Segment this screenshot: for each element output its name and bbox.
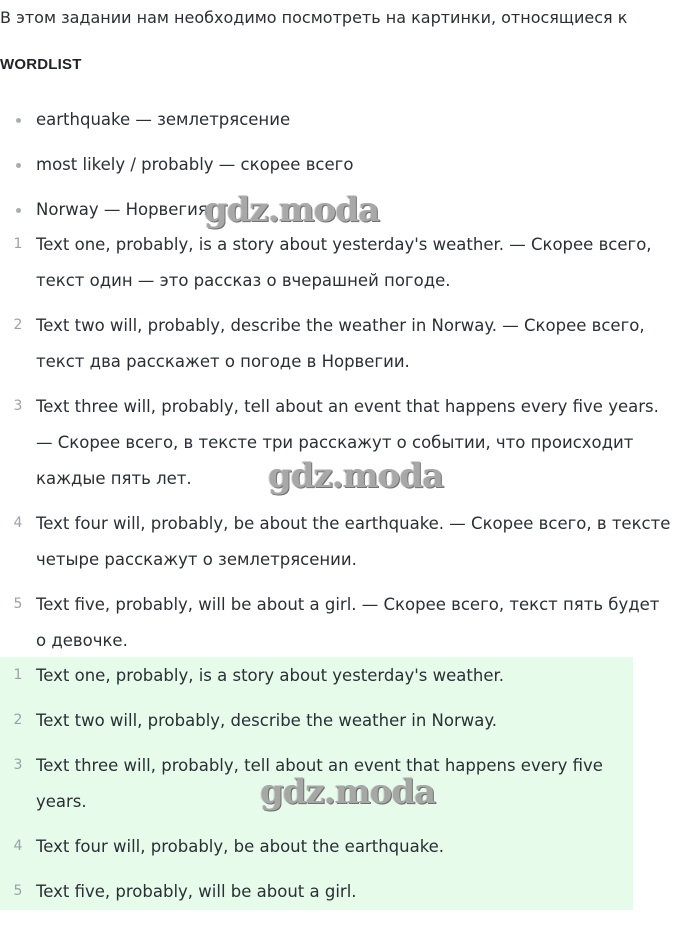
- bullet-icon: [16, 118, 21, 123]
- translation-text: Text five, probably, will be about a girl. — Скорее всего, текст пять будет о девочке.: [36, 595, 660, 650]
- answer-text: Text one, probably, is a story about yesterday's weather.: [36, 666, 504, 685]
- item-number: 3: [13, 757, 23, 773]
- translation-text: Text two will, probably, describe the weather in Norway. — Скорее всего, текст два расскажет о погоде в Норвегии.: [36, 316, 645, 371]
- translation-text: Text three will, probably, tell about an event that happens every five years. — Скорее всего, в тексте три расскажут о событии, что происходит каждые пять лет.: [36, 397, 659, 488]
- answer-text: Text four will, probably, be about the earthquake.: [36, 837, 445, 856]
- answer-text: Text two will, probably, describe the weather in Norway.: [36, 711, 498, 730]
- wordlist-entry: most likely / probably — скорее всего: [36, 155, 354, 174]
- bullet-icon: [16, 208, 21, 213]
- wordlist-entry: Norway — Норвегия: [36, 200, 208, 219]
- item-number: 1: [13, 667, 23, 683]
- item-number: 4: [13, 515, 23, 531]
- item-number: 2: [13, 712, 23, 728]
- wordlist-title: WORDLIST: [0, 56, 82, 73]
- answer-text: Text three will, probably, tell about an event that happens every five years.: [36, 756, 603, 811]
- item-number: 1: [13, 236, 23, 252]
- answer-text: Text five, probably, will be about a girl.: [36, 882, 357, 901]
- watermark-logo: gdz.moda: [204, 190, 380, 230]
- item-number: 4: [13, 838, 23, 854]
- item-number: 5: [13, 883, 23, 899]
- watermark-logo: gdz.moda: [260, 772, 436, 812]
- translation-text: Text one, probably, is a story about yesterday's weather. — Скорее всего, текст один — это рассказ о вчерашней погоде.: [36, 235, 652, 290]
- wordlist-entry: earthquake — землетрясение: [36, 110, 291, 129]
- item-number: 2: [13, 317, 23, 333]
- translation-text: Text four will, probably, be about the earthquake. — Скорее всего, в тексте четыре расскажут о землетрясении.: [36, 514, 671, 569]
- item-number: 5: [13, 596, 23, 612]
- watermark-logo: gdz.moda: [268, 456, 444, 496]
- item-number: 3: [13, 398, 23, 414]
- bullet-icon: [16, 163, 21, 168]
- intro-text: В этом задании нам необходимо посмотреть на картинки, относящиеся к: [0, 8, 628, 27]
